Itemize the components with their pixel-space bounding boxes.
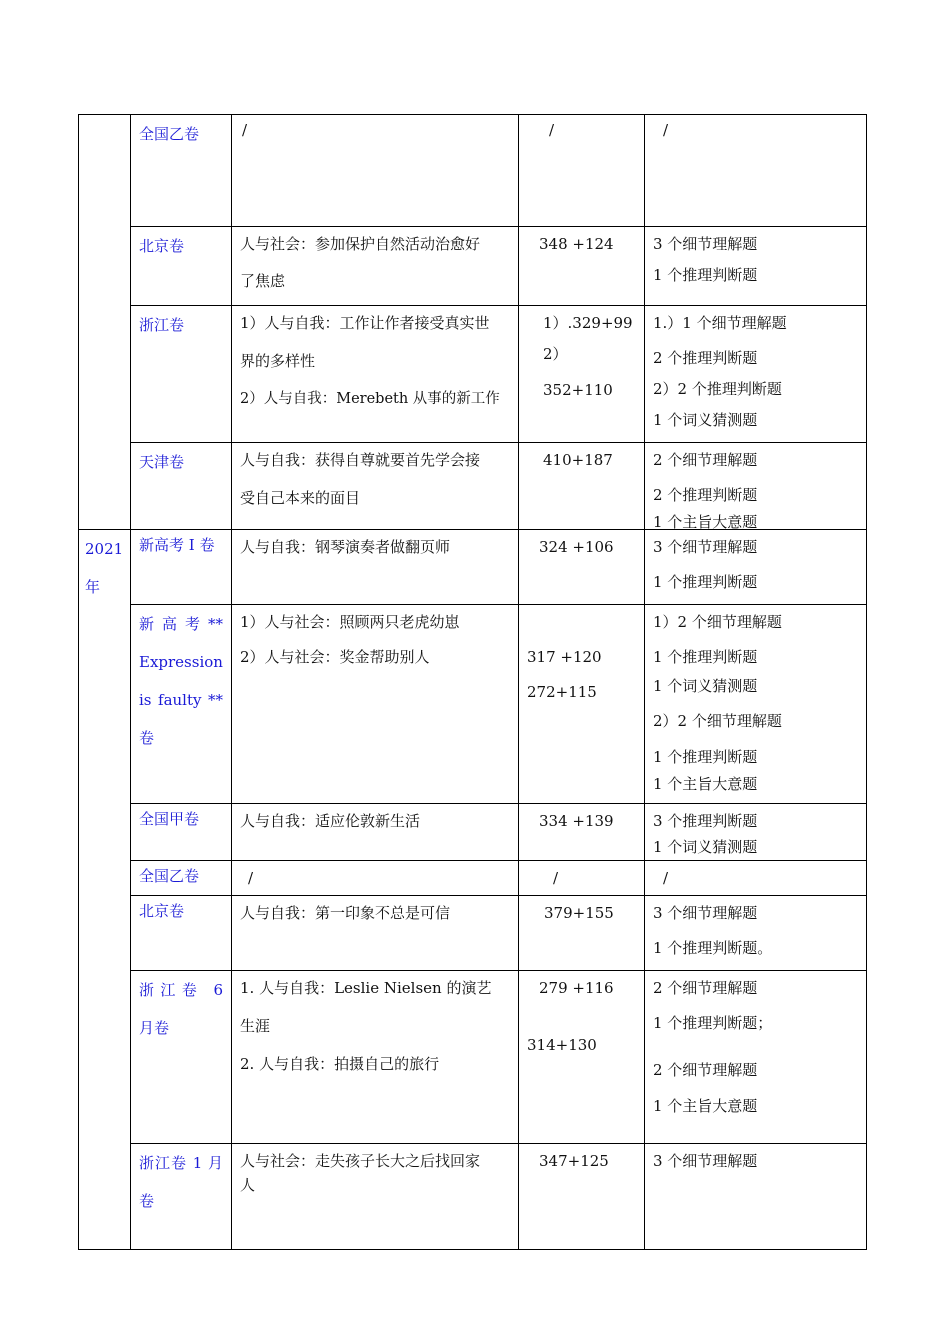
question-cell: 3 个细节理解题 1 个推理判断题 (645, 530, 867, 605)
count-cell: 410+187 (519, 443, 645, 530)
count-cell: 348 +124 (519, 227, 645, 306)
topic-cell: 人与自我：获得自尊就要首先学会接 受自己本来的面目 (232, 443, 519, 530)
count-cell: 279 +116 314+130 (519, 971, 645, 1144)
topic-cell: 人与自我：适应伦敦新生活 (232, 804, 519, 861)
exam-table (78, 114, 867, 1250)
paper-cell: 全国甲卷 (131, 804, 232, 861)
topic-cell: / (232, 861, 519, 896)
count-cell: 324 +106 (519, 530, 645, 605)
table-row (79, 115, 867, 227)
topic-cell: 人与社会：走失孩子长大之后找回家 人 (232, 1144, 519, 1250)
paper-cell: 浙江卷 (131, 306, 232, 443)
topic-cell: 人与自我：钢琴演奏者做翻页师 (232, 530, 519, 605)
count-cell: 379+155 (519, 896, 645, 971)
table-row (79, 861, 867, 896)
year-cell: 2021 年 (79, 530, 131, 1250)
topic-cell: 1）人与自我：工作让作者接受真实世 界的多样性 2）人与自我：Merebeth 从事的新工作 (232, 306, 519, 443)
table-row (79, 1144, 867, 1250)
question-cell: 1）2 个细节理解题 1 个推理判断题 1 个词义猜测题 2）2 个细节理解题 1 个推理判断题 1 个主旨大意题 (645, 605, 867, 804)
topic-cell: 人与自我：第一印象不总是可信 (232, 896, 519, 971)
year-cell-empty (79, 115, 131, 530)
paper-cell: 浙 江 卷 6 月卷 (131, 971, 232, 1144)
question-cell: 2 个细节理解题 1 个推理判断题； 2 个细节理解题 1 个主旨大意题 (645, 971, 867, 1144)
paper-cell: 北京卷 (131, 896, 232, 971)
topic-cell: / (232, 115, 519, 227)
count-cell: / (519, 115, 645, 227)
question-cell: 3 个细节理解题 1 个推理判断题 (645, 227, 867, 306)
question-cell: 3 个推理判断题 1 个词义猜测题 (645, 804, 867, 861)
table-row (79, 896, 867, 971)
question-cell: 1.）1 个细节理解题 2 个推理判断题 2）2 个推理判断题 1 个词义猜测题 (645, 306, 867, 443)
paper-cell: 北京卷 (131, 227, 232, 306)
table-row (79, 804, 867, 861)
table-row (79, 306, 867, 443)
topic-cell: 1）人与社会：照顾两只老虎幼崽 2）人与社会：奖金帮助别人 (232, 605, 519, 804)
paper-cell: 全国乙卷 (131, 115, 232, 227)
question-cell: 3 个细节理解题 1 个推理判断题。 (645, 896, 867, 971)
count-cell: / (519, 861, 645, 896)
paper-cell: 天津卷 (131, 443, 232, 530)
question-cell: / (645, 861, 867, 896)
question-cell: 3 个细节理解题 (645, 1144, 867, 1250)
paper-cell: 浙江卷 1 月卷 (131, 1144, 232, 1250)
count-cell: 334 +139 (519, 804, 645, 861)
count-cell: 1）.329+99 2）352+110 (519, 306, 645, 443)
table-row (79, 227, 867, 306)
question-cell: / (645, 115, 867, 227)
paper-cell: 新高考 I 卷 (131, 530, 232, 605)
table-row (79, 605, 867, 804)
count-cell: 347+125 (519, 1144, 645, 1250)
table-row (79, 530, 867, 605)
topic-cell: 1. 人与自我：Leslie Nielsen 的演艺 生涯 2. 人与自我：拍摄自己的旅行 (232, 971, 519, 1144)
paper-cell: 新 高 考 ** Expression is faulty ** 卷 (131, 605, 232, 804)
count-cell: 317 +120 272+115 (519, 605, 645, 804)
table-row (79, 971, 867, 1144)
paper-cell: 全国乙卷 (131, 861, 232, 896)
table-row (79, 443, 867, 530)
topic-cell: 人与社会：参加保护自然活动治愈好 了焦虑 (232, 227, 519, 306)
question-cell: 2 个细节理解题 2 个推理判断题 1 个主旨大意题 (645, 443, 867, 530)
